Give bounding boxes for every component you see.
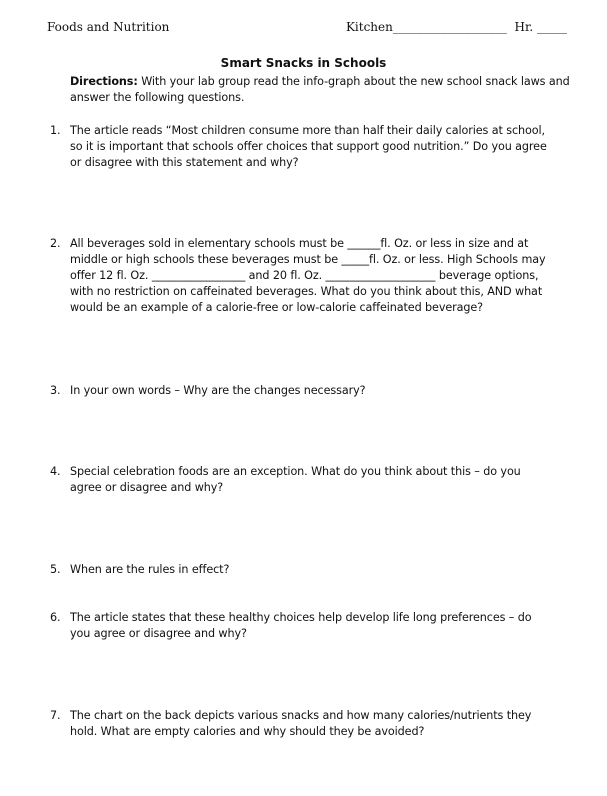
question-number: 2. <box>50 237 61 250</box>
question-number: 7. <box>50 709 61 722</box>
question-text: Special celebration foods are an exception. What do you think about this – do you agree or disagree and why? <box>70 465 521 494</box>
question-text-part: fl. Oz. or less in size and at middle or high schools these beverages must be <box>70 237 529 266</box>
question-1 <box>50 123 555 171</box>
question-text-part: and 20 fl. Oz. <box>245 269 326 282</box>
question-text: When are the rules in effect? <box>70 563 230 576</box>
question-7 <box>50 708 555 740</box>
course-name: Foods and Nutrition <box>47 20 170 34</box>
question-text: The article states that these healthy choices help develop life long preferences – do you agree or disagree and why? <box>70 611 532 640</box>
directions <box>70 74 570 106</box>
question-number: 6. <box>50 611 61 624</box>
question-text: The chart on the back depicts various snacks and how many calories/nutrients they hold. What are empty calories and why should they be avoided? <box>70 709 532 738</box>
question-text: The article reads “Most children consume more than half their daily calories at school, so it is important that schools offer choices that support good nutrition.” Do you agree or disagree with this statement and why? <box>70 124 547 169</box>
question-text-part: All beverages sold in elementary schools must be <box>70 237 348 250</box>
worksheet-title: Smart Snacks in Schools <box>220 56 387 70</box>
fill-in-blank: ____________________ <box>325 269 436 282</box>
question-number: 5. <box>50 563 61 576</box>
question-6 <box>50 610 555 642</box>
fill-in-blank: ______ <box>347 237 381 250</box>
question-text: In your own words – Why are the changes necessary? <box>70 384 366 397</box>
fill-in-blank: _________________ <box>151 269 246 282</box>
directions-label: Directions: <box>70 75 138 88</box>
question-number: 3. <box>50 384 61 397</box>
question-text-part: fl. Oz. or less. High Schools may offer 12 fl. Oz. <box>70 253 546 282</box>
question-4 <box>50 464 555 496</box>
question-5 <box>50 562 555 578</box>
question-3 <box>50 383 555 399</box>
question-2 <box>50 236 555 316</box>
question-number: 1. <box>50 124 61 137</box>
fill-in-blank: _____ <box>341 253 369 266</box>
question-text-part: beverage options, with no restriction on caffeinated beverages. What do you think about this, AND what would be an example of a calorie-free or low-calorie caffeinated beverage? <box>70 269 543 314</box>
directions-text: With your lab group read the info-graph about the new school snack laws and answer the following questions. <box>70 75 570 104</box>
page-header <box>47 20 567 40</box>
question-number: 4. <box>50 465 61 478</box>
question-text <box>70 236 555 316</box>
kitchen-hour-fields: Kitchen___________________ Hr. _____ <box>345 20 567 34</box>
